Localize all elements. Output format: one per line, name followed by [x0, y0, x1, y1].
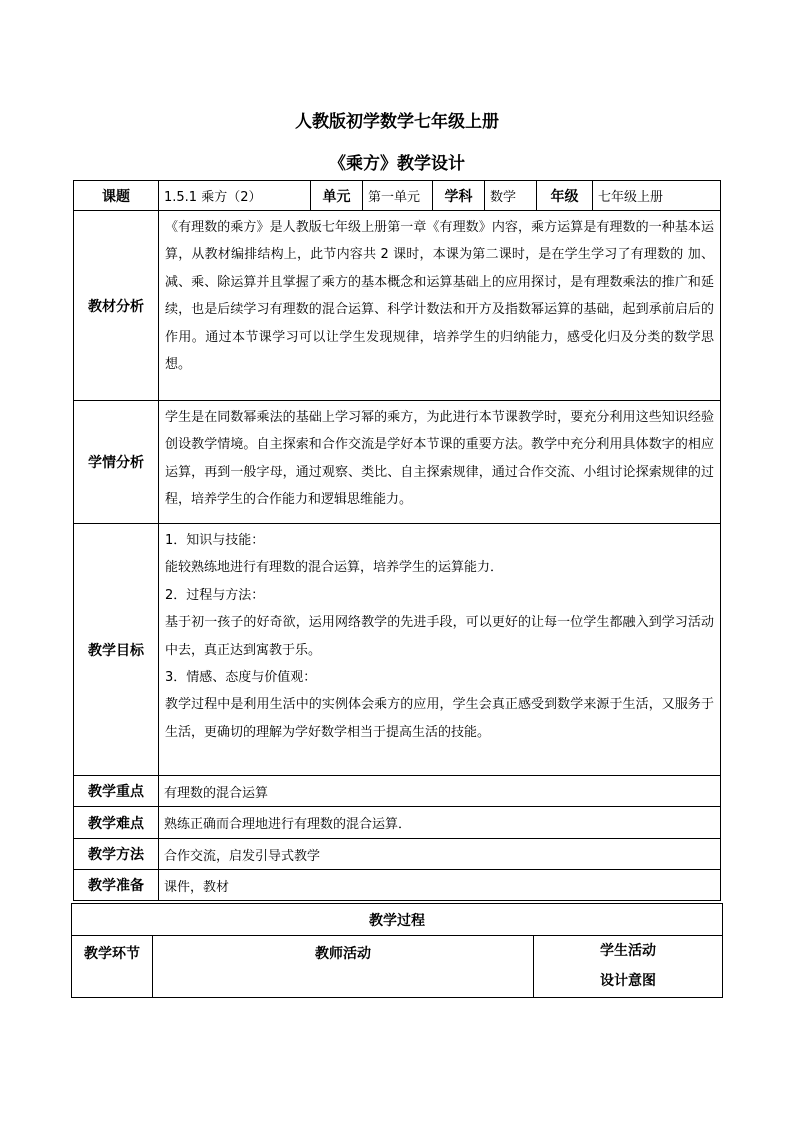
student-analysis-row: [74, 401, 721, 524]
objectives-label: 教学目标: [74, 524, 159, 776]
key-point-text: 有理数的混合运算: [159, 776, 721, 807]
objective-1-title: 1．知识与技能：: [165, 533, 265, 548]
process-col-stage: 教学环节: [72, 936, 153, 998]
teaching-process-table: [71, 903, 723, 998]
difficulty-text: 熟练正确而合理地进行有理数的混合运算．: [159, 807, 721, 839]
method-row: [74, 839, 721, 870]
objective-2-text: 基于初一孩子的好奇欲，运用网络教学的先进手段，可以更好的让每一位学生都融入到学习活动中去，真正达到寓教于乐。: [165, 615, 714, 658]
objective-2-title: 2．过程与方法：: [165, 587, 265, 603]
objective-1-text: 能较熟练地进行有理数的混合运算，培养学生的运算能力．: [165, 560, 504, 576]
info-row: [74, 181, 721, 211]
process-col-student-line2: 设计意图: [600, 973, 656, 989]
unit-label: 单元: [311, 181, 363, 211]
preparation-text: 课件，教材: [159, 870, 721, 901]
student-analysis-label: 学情分析: [74, 401, 159, 524]
key-point-row: [74, 776, 721, 807]
preparation-row: [74, 870, 721, 901]
textbook-analysis-row: [74, 211, 721, 401]
method-label: 教学方法: [74, 839, 159, 870]
objectives-content: [159, 524, 721, 776]
document-subtitle: 《乘方》教学设计: [329, 154, 465, 174]
lesson-plan-table: [73, 180, 721, 901]
topic-value: 1.5.1 乘方（2）: [159, 181, 311, 211]
grade-value: 七年级上册: [593, 181, 721, 211]
grade-label: 年级: [537, 181, 593, 211]
method-text: 合作交流，启发引导式教学: [159, 839, 721, 870]
unit-value: 第一单元: [363, 181, 433, 211]
key-point-label: 教学重点: [74, 776, 159, 807]
document-title: 人教版初学数学七年级上册: [295, 112, 499, 132]
subject-label: 学科: [433, 181, 485, 211]
student-analysis-text: 学生是在同数幂乘法的基础上学习幂的乘方，为此进行本节课教学时，要充分利用这些知识经验创设教学情境。自主探索和合作交流是学好本节课的重要方法。教学中充分利用具体数字的相应运算，再到一般字母，通过观察、类比、自主探索规律，通过合作交流、小组讨论探索规律的过程，培养学生的合作能力和逻辑思维能力。: [159, 401, 721, 524]
process-col-student-line1: 学生活动: [600, 943, 656, 959]
process-col-student: [534, 936, 723, 998]
subject-value: 数学: [485, 181, 537, 211]
topic-label: 课题: [74, 181, 159, 211]
difficulty-label: 教学难点: [74, 807, 159, 839]
process-col-teacher: 教师活动: [153, 936, 534, 998]
objectives-row: [74, 524, 721, 776]
textbook-analysis-label: 教材分析: [74, 211, 159, 401]
objective-3-title: 3．情感、态度与价值观：: [165, 670, 317, 686]
objective-3-text: 教学过程中是利用生活中的实例体会乘方的应用，学生会真正感受到数学来源于生活，又服务于生活，更确切的理解为学好数学相当于提高生活的技能。: [165, 697, 714, 740]
difficulty-row: [74, 807, 721, 839]
preparation-label: 教学准备: [74, 870, 159, 901]
textbook-analysis-text: 《有理数的乘方》是人教版七年级上册第一章《有理数》内容，乘方运算是有理数的一种基本运算，从教材编排结构上，此节内容共 2 课时，本课为第二课时，是在学生学习了有理数的 加、减、乘、除运算并且掌握了乘方的基本概念和运算基础上的应用探讨，是有理数乘法的推广和延续，也是后续学习有理数的混合运算、科学计数法和开方及指数幂运算的基础，起到承前启后的作用。通过本节课学习可以让学生发现规律，培养学生的归纳能力，感受化归及分类的数学思想。: [159, 211, 721, 401]
process-title: 教学过程: [72, 904, 723, 936]
